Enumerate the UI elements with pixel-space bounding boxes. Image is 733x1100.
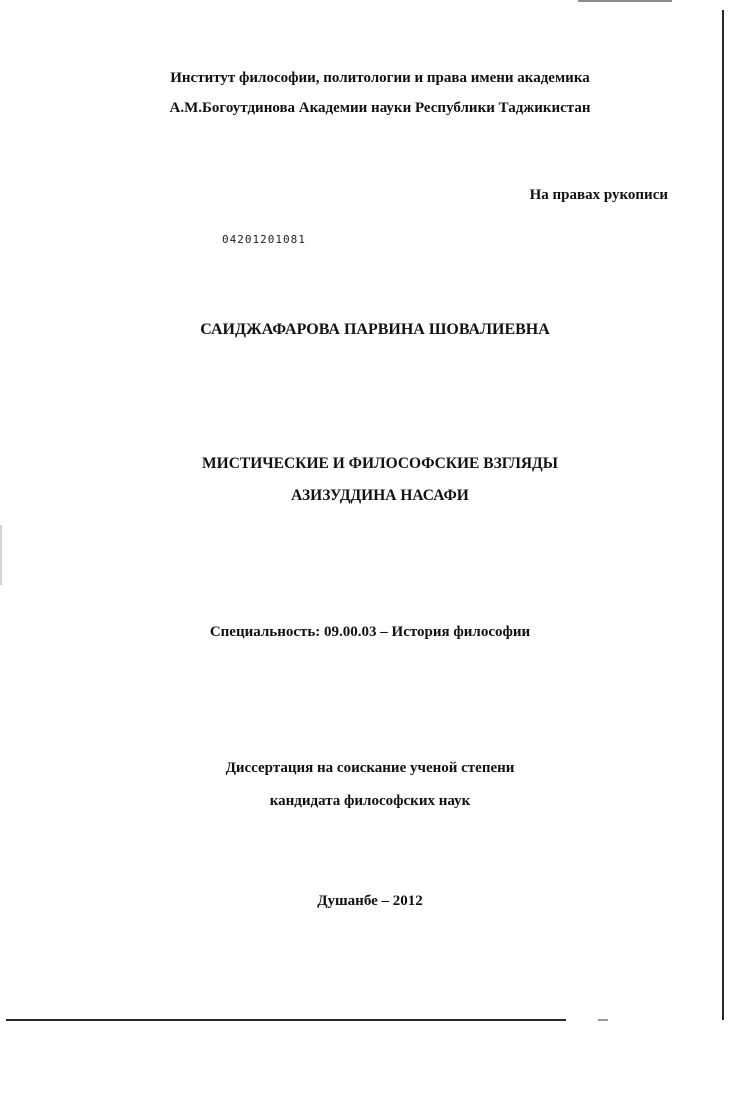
- degree-line-2: кандидата философских наук: [269, 793, 471, 809]
- city-year: Душанбе – 2012: [317, 893, 423, 909]
- author-name: САИДЖАФАРОВА ПАРВИНА ШОВАЛИЕВНА: [200, 321, 550, 338]
- registration-number: 04201201081: [222, 233, 306, 246]
- scan-artifact-bottom-edge: [6, 1019, 566, 1021]
- institution-line-2: А.М.Богоутдинова Академии науки Республики Таджикистан: [169, 100, 591, 116]
- scan-artifact-right-edge: [722, 10, 724, 1020]
- scan-artifact-top: [578, 0, 672, 2]
- rights-note: На правах рукописи: [529, 187, 668, 203]
- degree-line-1: Диссертация на соискание ученой степени: [225, 760, 515, 776]
- institution-line-1: Институт философии, политологии и права имени академика: [170, 70, 590, 86]
- scan-artifact-bottom-mark: [598, 1019, 608, 1021]
- dissertation-title-line-1: МИСТИЧЕСКИЕ И ФИЛОСОФСКИЕ ВЗГЛЯДЫ: [202, 455, 558, 472]
- specialty: Специальность: 09.00.03 – История философии: [209, 624, 531, 640]
- scan-artifact-left-mark: [0, 525, 2, 585]
- dissertation-title-line-2: АЗИЗУДДИНА НАСАФИ: [291, 487, 469, 504]
